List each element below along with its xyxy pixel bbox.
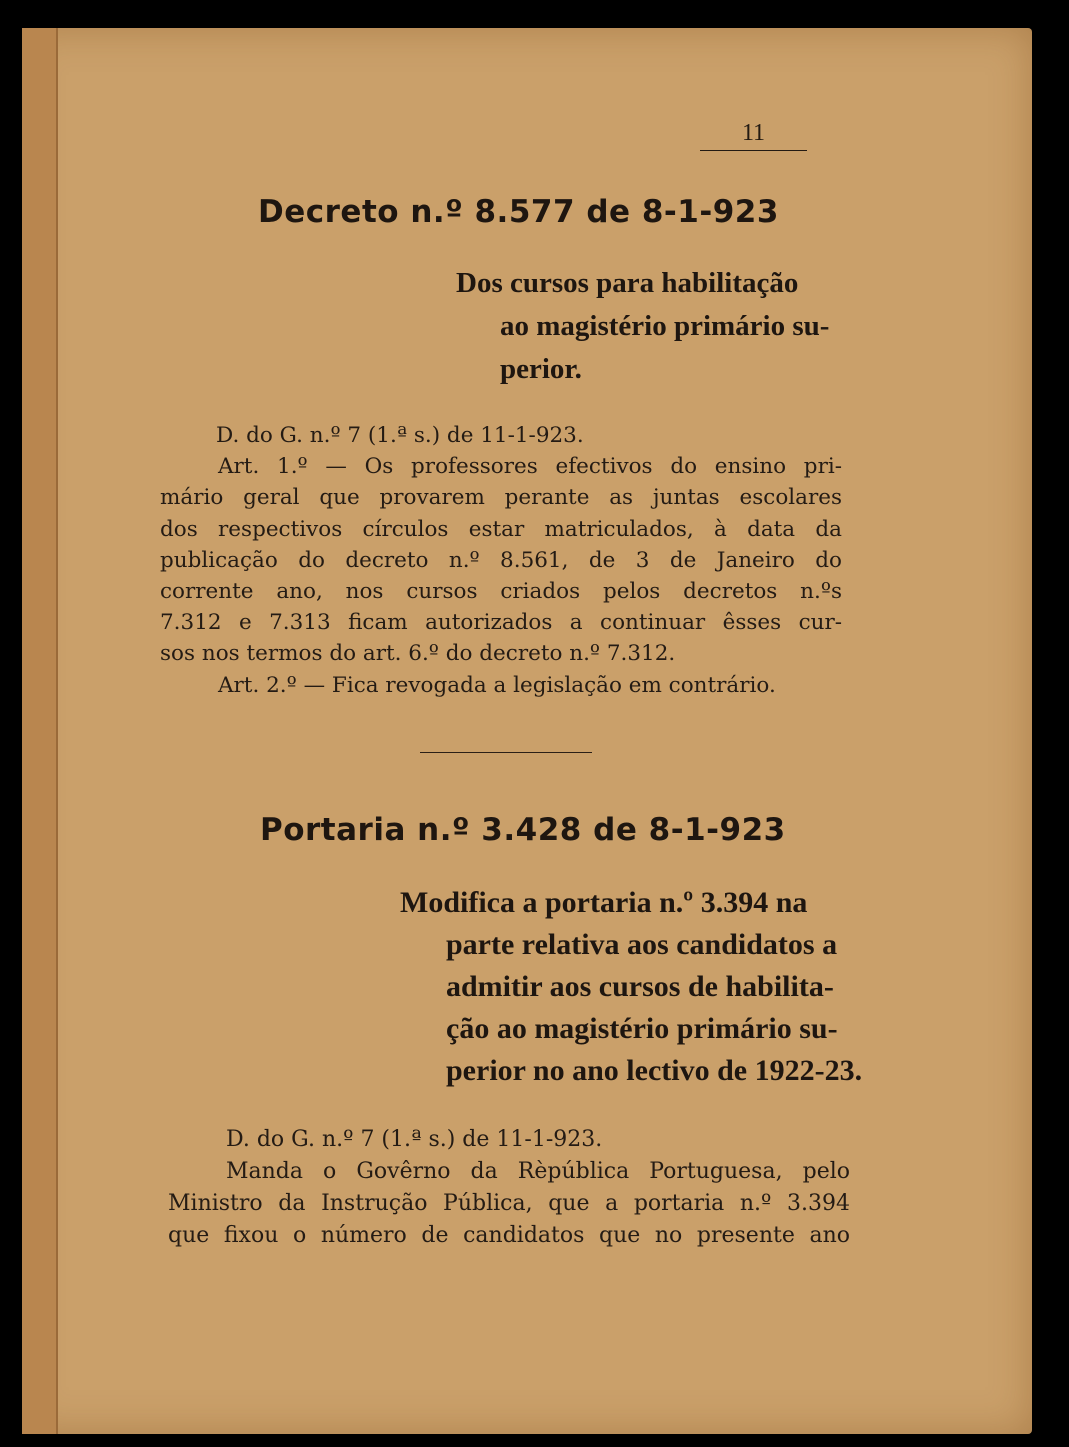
portaria-title: Portaria n.º 3.428 de 8-1-923: [260, 812, 786, 848]
portaria-summary-line: Modifica a portaria n.º 3.394 na: [400, 886, 808, 919]
portaria-summary-line: ção ao magistério primário su-: [446, 1012, 838, 1045]
decreto-article-line: dos respectivos círculos estar matriculados, à data da: [160, 516, 842, 542]
page-number: 11: [700, 118, 807, 151]
section-divider: [420, 752, 592, 753]
decreto-summary-line: perior.: [500, 353, 582, 385]
decreto-article-line: publicação do decreto n.º 8.561, de 3 de Janeiro do: [160, 547, 842, 573]
decreto-article-line: corrente ano, nos cursos criados pelos decretos n.ºs: [160, 579, 842, 605]
decreto-source: D. do G. n.º 7 (1.ª s.) de 11-1-923.: [216, 423, 584, 448]
decreto-title: Decreto n.º 8.577 de 8-1-923: [258, 194, 779, 230]
portaria-summary-line: parte relativa aos candidatos a: [446, 928, 838, 961]
decreto-summary-line: ao magistério primário su-: [500, 310, 830, 342]
portaria-source: D. do G. n.º 7 (1.ª s.) de 11-1-923.: [226, 1127, 603, 1152]
page-binding-edge: [22, 28, 58, 1434]
decreto-summary: [456, 262, 829, 391]
portaria-body: [168, 1124, 850, 1252]
decreto-article-line: Art. 1.º — Os professores efectivos do ensino pri-: [218, 454, 842, 480]
decreto-article-line: 7.312 e 7.313 ficam autorizados a continuar êsses cur-: [160, 610, 842, 636]
portaria-body-line: Ministro da Instrução Pública, que a portaria n.º 3.394: [168, 1191, 850, 1216]
decreto-article-line: mário geral que provarem perante as juntas escolares: [160, 485, 842, 511]
portaria-body-line: Manda o Govêrno da Rèpública Portuguesa, pelo: [226, 1159, 850, 1184]
portaria-summary-line: perior no ano lectivo de 1922-23.: [446, 1054, 863, 1087]
portaria-summary-line: admitir aos cursos de habilita-: [446, 970, 834, 1003]
decreto-summary-line: Dos cursos para habilitação: [456, 267, 799, 299]
decreto-article-line: Art. 2.º — Fica revogada a legislação em contrário.: [218, 672, 776, 698]
decreto-body: [160, 420, 842, 701]
portaria-body-line: que fixou o número de candidatos que no presente ano: [168, 1223, 850, 1248]
portaria-summary: [400, 882, 862, 1092]
decreto-article-line: sos nos termos do art. 6.º do decreto n.º 7.312.: [160, 641, 676, 667]
